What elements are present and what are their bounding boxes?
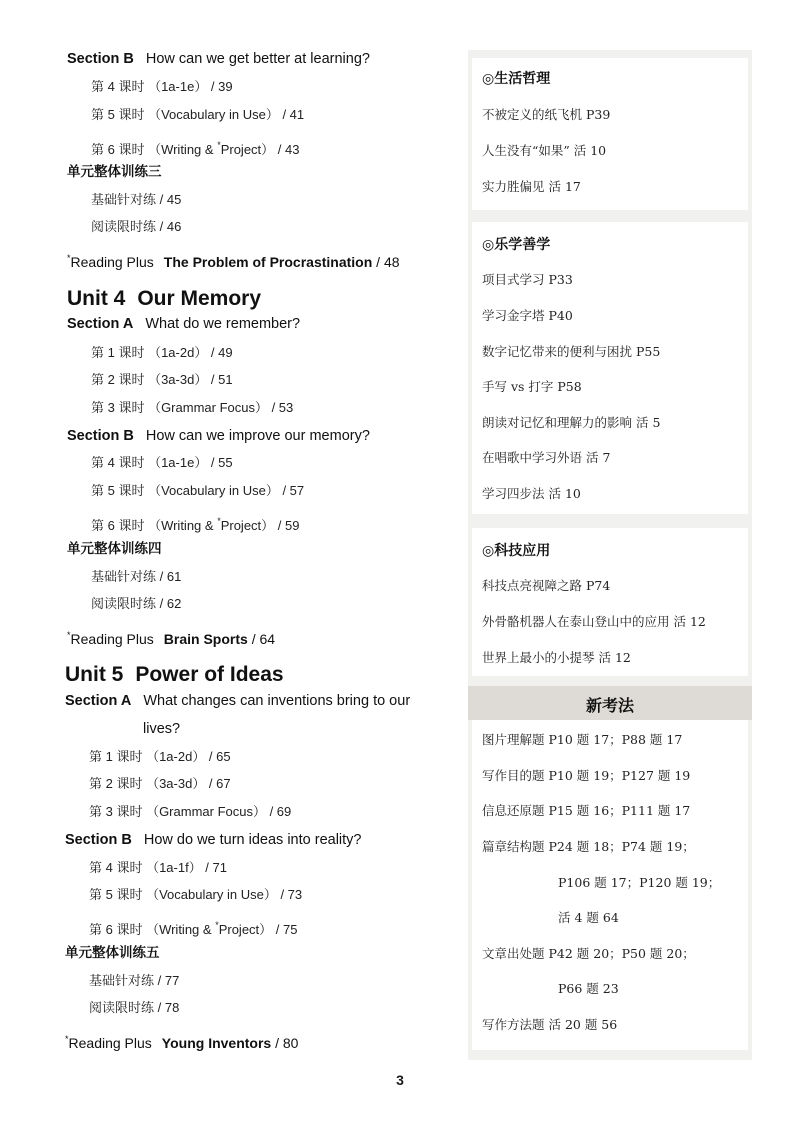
exam-line-cont[interactable]: P106 题 17；P120 题 19； <box>558 875 721 890</box>
tech-heading: ◎科技应用 <box>482 543 551 559</box>
section-a-heading[interactable]: Section A What do we remember? <box>67 316 301 332</box>
section-b-heading[interactable]: Section B How can we improve our memory? <box>67 428 370 444</box>
study-panel <box>472 222 748 514</box>
drill-entry[interactable]: 阅读限时练 / 62 <box>91 596 182 611</box>
topic-item[interactable]: 学习金字塔 P40 <box>482 308 573 323</box>
lesson-entry[interactable]: 第 6 课时 （Writing & *Project） / 59 <box>91 516 300 533</box>
topics-sidebar <box>468 50 752 1060</box>
section-b-heading[interactable]: Section B How can we get better at learning? <box>67 51 370 67</box>
topic-item[interactable]: 学习四步法 活 10 <box>482 486 581 501</box>
lesson-entry[interactable]: 第 4 课时 （1a-1f） / 71 <box>89 860 227 875</box>
lesson-entry[interactable]: 第 5 课时 （Vocabulary in Use） / 57 <box>91 483 305 498</box>
exam-line[interactable]: 信息还原题 P15 题 16；P111 题 17 <box>482 803 691 818</box>
lesson-entry[interactable]: 第 4 课时 （1a-1e） / 39 <box>91 79 233 94</box>
topic-item[interactable]: 外骨骼机器人在泰山登山中的应用 活 12 <box>482 614 706 629</box>
reading-plus-entry[interactable]: *Reading Plus The Problem of Procrastination / 48 <box>67 253 400 270</box>
section-b-heading[interactable]: Section B How do we turn ideas into reality? <box>65 832 362 848</box>
unit-5-heading[interactable]: Unit 5 Power of Ideas <box>65 663 284 686</box>
drill-entry[interactable]: 阅读限时练 / 46 <box>91 219 182 234</box>
drill-entry[interactable]: 基础针对练 / 77 <box>89 973 180 988</box>
topic-item[interactable]: 科技点亮视障之路 P74 <box>482 578 611 593</box>
exam-line[interactable]: 篇章结构题 P24 题 18；P74 题 19； <box>482 839 695 854</box>
exam-line-cont[interactable]: 活 4 题 64 <box>558 910 619 925</box>
lesson-entry[interactable]: 第 2 课时 （3a-3d） / 67 <box>89 776 231 791</box>
reading-plus-entry[interactable]: *Reading Plus Young Inventors / 80 <box>65 1034 299 1051</box>
study-heading: ◎乐学善学 <box>482 237 551 253</box>
topic-item[interactable]: 不被定义的纸飞机 P39 <box>482 107 611 122</box>
lesson-entry[interactable]: 第 5 课时 （Vocabulary in Use） / 41 <box>91 107 305 122</box>
unit-training-heading[interactable]: 单元整体训练四 <box>67 541 162 556</box>
section-a-title-cont: lives? <box>143 721 181 737</box>
exam-line[interactable]: 图片理解题 P10 题 17；P88 题 17 <box>482 732 683 747</box>
lesson-entry[interactable]: 第 6 课时 （Writing & *Project） / 43 <box>91 140 300 157</box>
topic-item[interactable]: 世界上最小的小提琴 活 12 <box>482 650 631 665</box>
drill-entry[interactable]: 阅读限时练 / 78 <box>89 1000 180 1015</box>
lesson-entry[interactable]: 第 1 课时 （1a-2d） / 65 <box>89 749 231 764</box>
topic-item[interactable]: 手写 vs 打字 P58 <box>482 379 582 394</box>
topic-item[interactable]: 在唱歌中学习外语 活 7 <box>482 450 611 465</box>
lesson-entry[interactable]: 第 5 课时 （Vocabulary in Use） / 73 <box>89 887 303 902</box>
new-exam-panel <box>472 720 748 1050</box>
drill-entry[interactable]: 基础针对练 / 45 <box>91 192 182 207</box>
unit-4-heading[interactable]: Unit 4 Our Memory <box>67 287 262 310</box>
topic-item[interactable]: 数字记忆带来的便利与困扰 P55 <box>482 344 661 359</box>
unit-training-heading[interactable]: 单元整体训练五 <box>65 945 160 960</box>
new-exam-banner <box>468 686 752 720</box>
exam-line-cont[interactable]: P66 题 23 <box>558 981 619 996</box>
life-philosophy-panel <box>472 58 748 210</box>
life-philosophy-heading: ◎生活哲理 <box>482 71 551 87</box>
topic-item[interactable]: 朗读对记忆和理解力的影响 活 5 <box>482 415 661 430</box>
section-a-heading[interactable]: Section A What changes can inventions bring to our <box>65 693 411 709</box>
lesson-entry[interactable]: 第 2 课时 （3a-3d） / 51 <box>91 372 233 387</box>
lesson-entry[interactable]: 第 1 课时 （1a-2d） / 49 <box>91 345 233 360</box>
reading-plus-entry[interactable]: *Reading Plus Brain Sports / 64 <box>67 630 276 647</box>
page-number: 3 <box>396 1072 404 1088</box>
exam-line[interactable]: 文章出处题 P42 题 20；P50 题 20； <box>482 946 695 961</box>
lesson-entry[interactable]: 第 3 课时 （Grammar Focus） / 53 <box>91 400 294 415</box>
tech-panel <box>472 528 748 676</box>
new-exam-title: 新考法 <box>585 696 634 715</box>
lesson-entry[interactable]: 第 6 课时 （Writing & *Project） / 75 <box>89 920 298 937</box>
drill-entry[interactable]: 基础针对练 / 61 <box>91 569 182 584</box>
topic-item[interactable]: 项目式学习 P33 <box>482 272 573 287</box>
topic-item[interactable]: 人生没有“如果” 活 10 <box>482 143 607 158</box>
lesson-entry[interactable]: 第 4 课时 （1a-1e） / 55 <box>91 455 233 470</box>
lesson-entry[interactable]: 第 3 课时 （Grammar Focus） / 69 <box>89 804 292 819</box>
topic-item[interactable]: 实力胜偏见 活 17 <box>482 179 581 194</box>
exam-line[interactable]: 写作方法题 活 20 题 56 <box>482 1017 618 1032</box>
exam-line[interactable]: 写作目的题 P10 题 19；P127 题 19 <box>482 768 691 783</box>
unit-training-heading[interactable]: 单元整体训练三 <box>67 164 162 179</box>
